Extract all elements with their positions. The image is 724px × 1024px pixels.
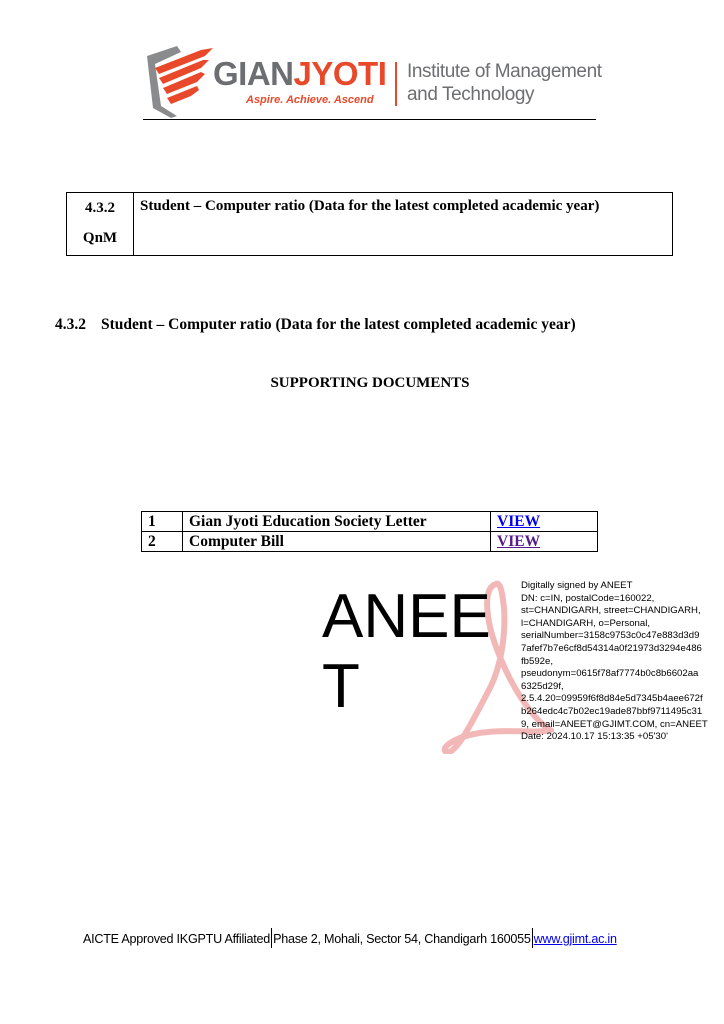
footer-website-link[interactable]: www.gjimt.ac.in xyxy=(533,932,617,946)
institute-name-line2: and Technology xyxy=(407,84,535,105)
institute-name-line1: Institute of Management xyxy=(407,61,602,82)
section-title: Student – Computer ratio (Data for the latest completed academic year) xyxy=(101,316,576,333)
section-number: 4.3.2 xyxy=(55,316,86,333)
signature-details-line: pseudonym=0615f78af7774b0c8b6602aa xyxy=(521,668,699,680)
signature-details-line: DN: c=IN, postalCode=160022, xyxy=(521,592,655,604)
signature-details-line: Date: 2024.10.17 15:13:35 +05'30' xyxy=(521,731,668,743)
signature-details-line: l=CHANDIGARH, o=Personal, xyxy=(521,617,651,629)
footer-separator xyxy=(271,928,272,948)
signer-name-line1: ANEE xyxy=(322,582,491,651)
footer-affiliation: AICTE Approved IKGPTU Affiliated xyxy=(83,932,271,946)
signer-name-large xyxy=(322,582,512,722)
footer xyxy=(83,928,617,948)
logo-emblem-icon xyxy=(143,44,215,118)
view-link-society-letter[interactable]: VIEW xyxy=(497,513,541,530)
signature-details-line: 6325d29f, xyxy=(521,680,564,692)
supporting-documents-heading: SUPPORTING DOCUMENTS xyxy=(270,375,470,391)
signature-details-line: b264edc4c7b02ec19ade87bbf9711495c31 xyxy=(521,705,703,717)
doc-serial: 2 xyxy=(142,532,183,552)
signature-details-line: serialNumber=3158c9753c0c47e883d3d9 xyxy=(521,630,700,642)
doc-serial: 1 xyxy=(142,512,183,532)
footer-address: Phase 2, Mohali, Sector 54, Chandigarh 160055 xyxy=(273,932,531,946)
header-rule xyxy=(143,119,596,120)
criterion-description: Student – Computer ratio (Data for the latest completed academic year) xyxy=(134,193,673,256)
signature-details-line: fb592e, xyxy=(521,655,554,667)
criterion-metric-type: QnM xyxy=(82,230,118,246)
table-row xyxy=(142,512,598,532)
view-link-computer-bill[interactable]: VIEW xyxy=(497,533,541,550)
criterion-table xyxy=(66,192,673,256)
doc-title: Computer Bill xyxy=(183,532,491,552)
doc-title: Gian Jyoti Education Society Letter xyxy=(183,512,491,532)
signature-details-line: 7afef7b7e6cf8d54314a0f21973d3294e486 xyxy=(521,642,702,654)
signature-details-line: 9, email=ANEET@GJIMT.COM, cn=ANEET xyxy=(521,718,708,730)
documents-table xyxy=(141,511,598,552)
signer-name-line2: T xyxy=(322,652,360,721)
header-divider xyxy=(395,62,397,106)
footer-separator xyxy=(532,928,533,948)
criterion-code-cell xyxy=(67,193,134,256)
section-heading xyxy=(55,316,576,334)
signature-details-line: Digitally signed by ANEET xyxy=(521,580,633,591)
institute-name xyxy=(407,60,602,106)
brand-name-part2: JYOTI xyxy=(293,55,387,92)
table-row xyxy=(67,193,673,256)
signature-details-line: 2.5.4.20=09959f6f8d84e5d7345b4aee672f xyxy=(521,693,703,705)
criterion-code: 4.3.2 xyxy=(85,200,115,216)
brand-name-part1: GIAN xyxy=(213,55,294,92)
signature-details xyxy=(521,580,721,744)
signature-details-line: st=CHANDIGARH, street=CHANDIGARH, xyxy=(521,605,701,617)
table-row xyxy=(142,532,598,552)
brand-tagline: Aspire. Achieve. Ascend xyxy=(246,94,374,106)
brand-name xyxy=(213,56,386,92)
